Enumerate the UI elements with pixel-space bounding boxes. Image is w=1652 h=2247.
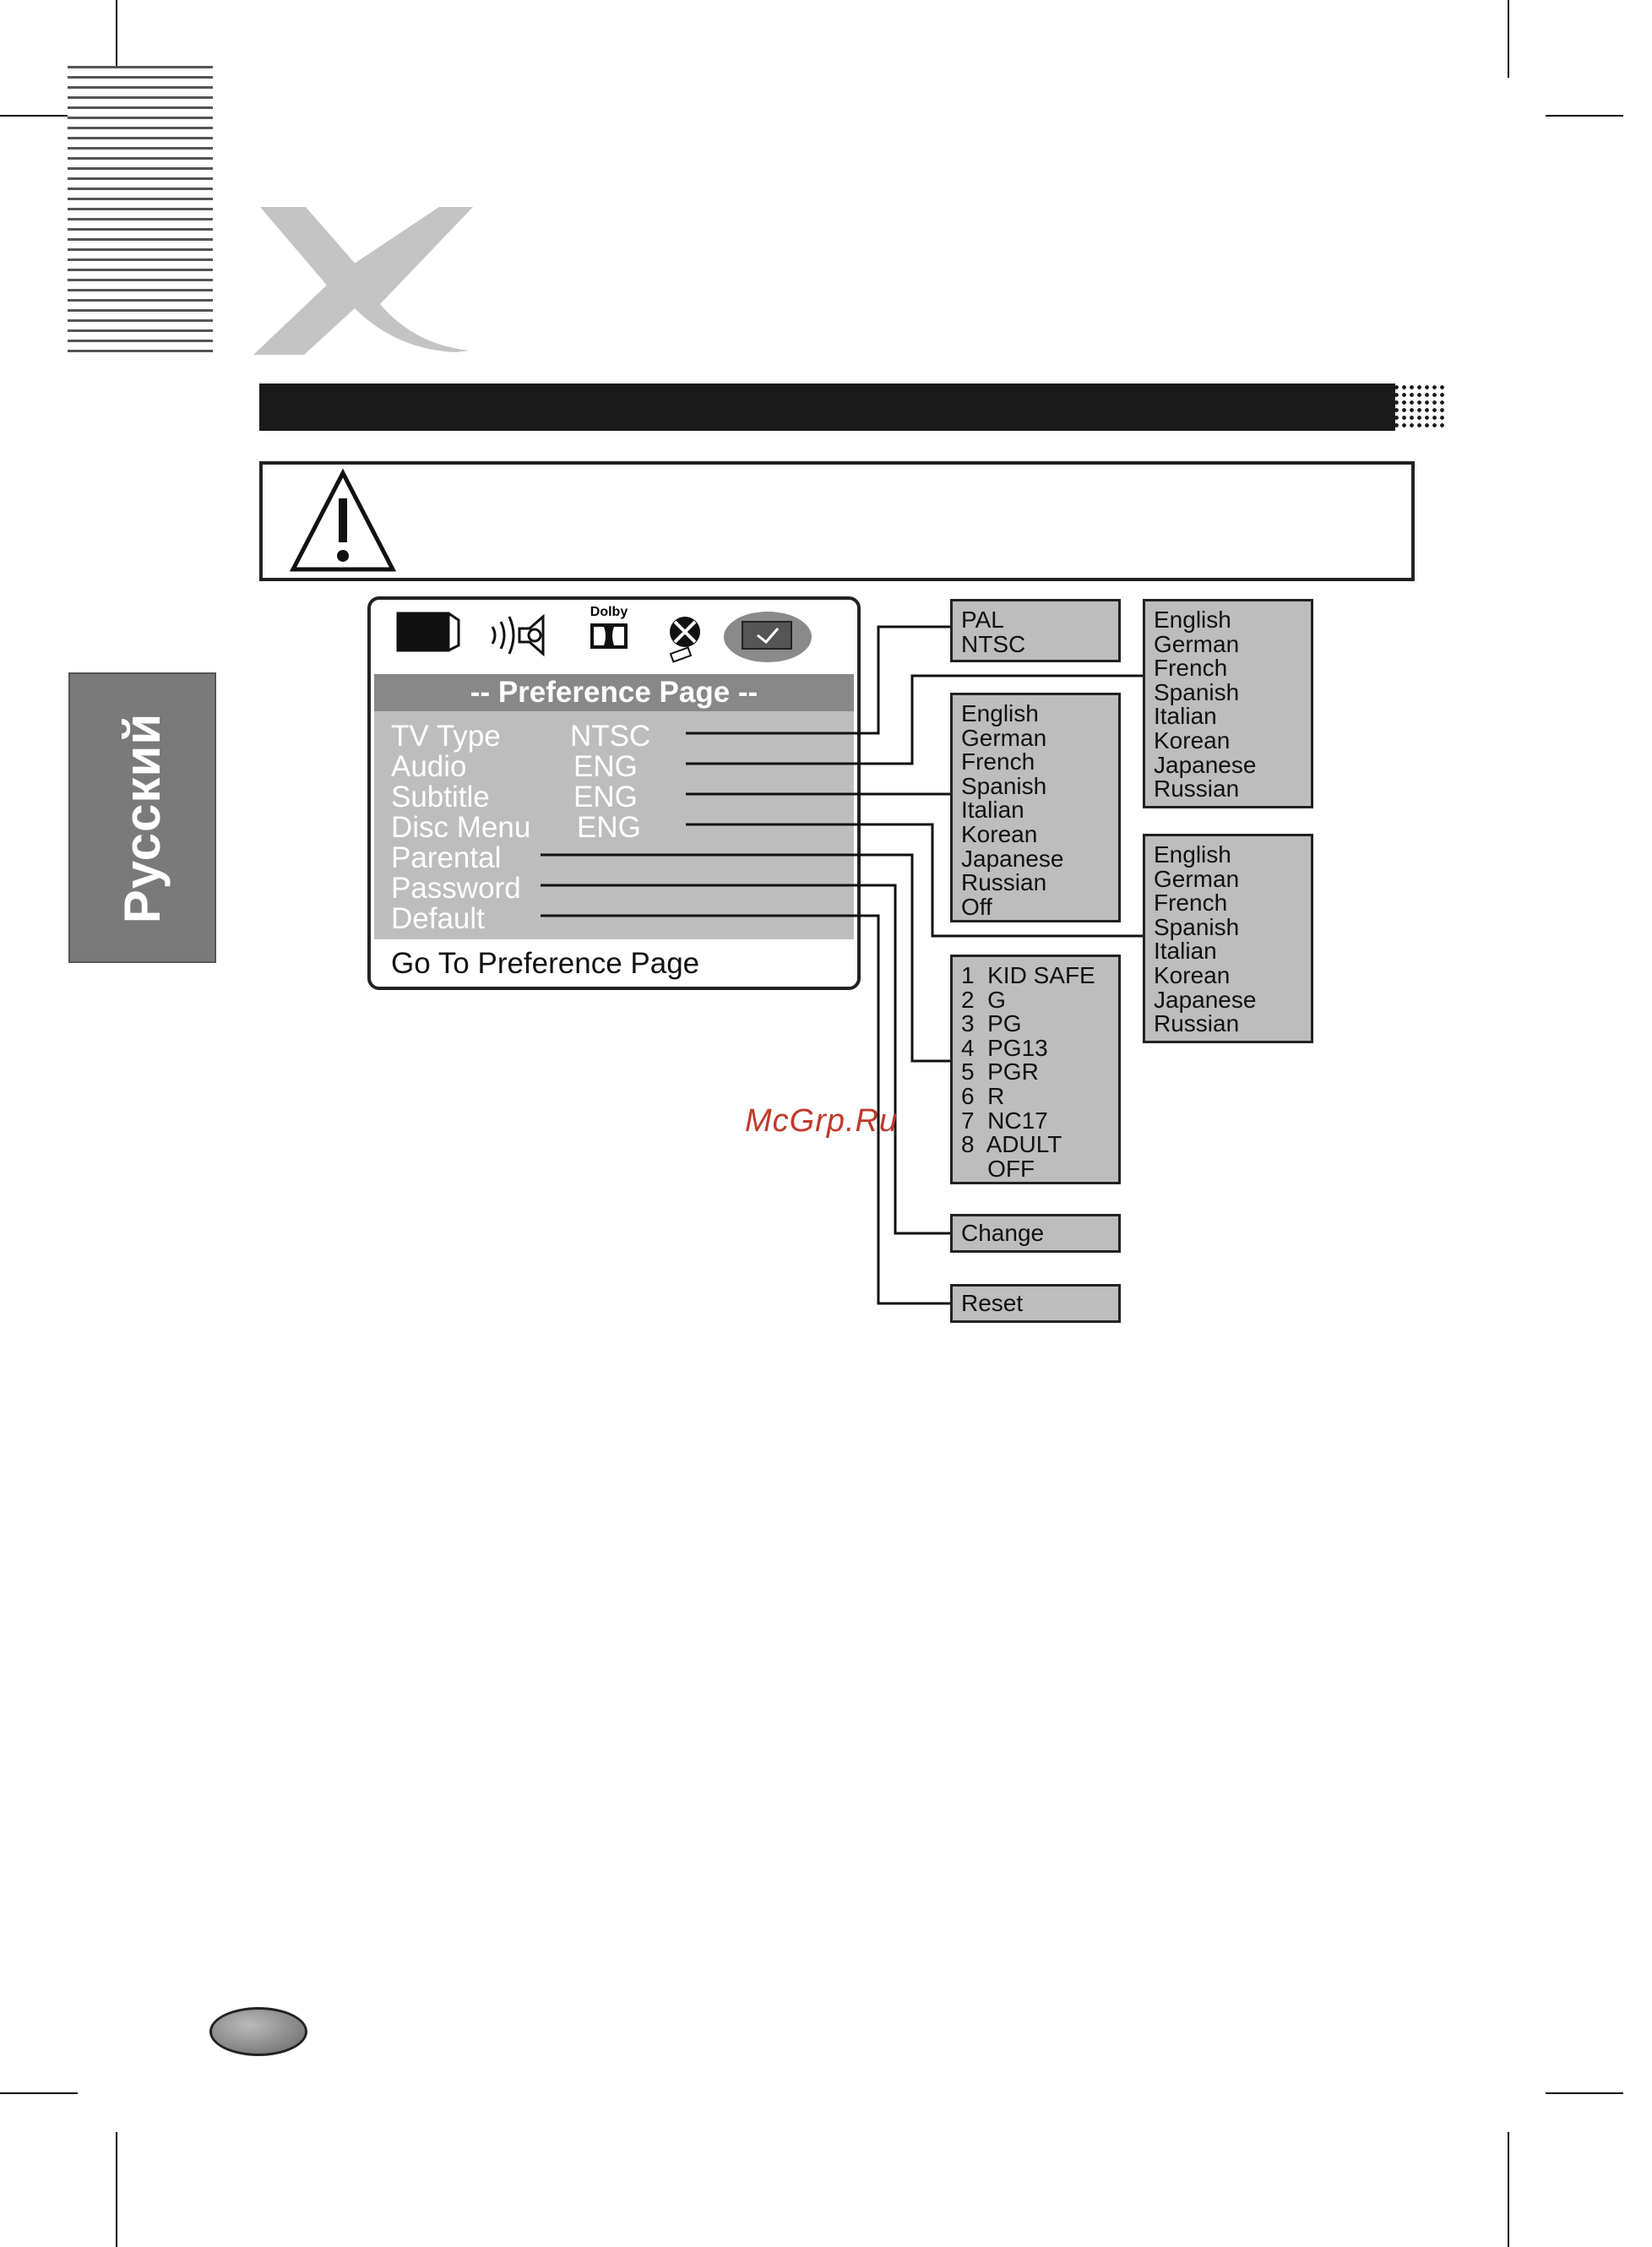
option-ntsc[interactable]: NTSC [961,630,1026,657]
option-french[interactable]: French [961,748,1035,775]
audio-language-options [1143,599,1313,808]
option-off[interactable]: Off [961,893,992,920]
parental-rating-options [950,955,1121,1184]
option-korean[interactable]: Korean [1154,961,1231,988]
option-italian[interactable]: Italian [1154,703,1217,730]
menu-value-subtitle: ENG [573,781,638,813]
menu-value-tv-type: NTSC [570,720,651,753]
option-russian[interactable]: Russian [1154,775,1240,802]
menu-value-disc-menu: ENG [577,811,641,844]
option-english[interactable]: English [1154,841,1231,868]
menu-item-subtitle[interactable]: Subtitle [391,781,490,813]
disc-menu-language-options [1143,834,1313,1043]
password-options [950,1214,1121,1253]
menu-item-tv-type[interactable]: TV Type [391,720,501,753]
option-japanese[interactable]: Japanese [1154,751,1257,778]
option-russian[interactable]: Russian [1154,1010,1240,1037]
rating-off[interactable]: OFF [961,1155,1035,1182]
option-german[interactable]: German [1154,630,1240,657]
rating-g[interactable]: 2 G [961,986,1006,1013]
menu-item-audio[interactable]: Audio [391,750,467,783]
subtitle-language-options [950,693,1121,922]
option-spanish[interactable]: Spanish [1154,678,1240,705]
menu-value-audio: ENG [573,750,638,783]
menu-item-disc-menu[interactable]: Disc Menu [391,811,531,844]
osd-header-title: -- Preference Page -- [374,674,854,711]
option-korean[interactable]: Korean [961,820,1038,847]
option-spanish[interactable]: Spanish [961,772,1047,799]
page-number-badge [209,2007,307,2056]
option-russian[interactable]: Russian [961,869,1047,896]
rating-pg[interactable]: 3 PG [961,1010,1022,1037]
osd-footer-hint: Go To Preference Page [391,947,700,980]
option-english[interactable]: English [1154,607,1231,633]
option-japanese[interactable]: Japanese [1154,986,1257,1013]
default-options [950,1284,1121,1323]
option-japanese[interactable]: Japanese [961,845,1064,872]
rating-r[interactable]: 6 R [961,1082,1005,1109]
option-english[interactable]: English [961,700,1039,726]
option-reset[interactable]: Reset [961,1290,1024,1316]
rating-pgr[interactable]: 5 PGR [961,1058,1039,1085]
watermark-text: McGrp.Ru [745,1103,899,1139]
option-italian[interactable]: Italian [1154,938,1217,965]
option-german[interactable]: German [1154,865,1240,892]
rating-kid-safe[interactable]: 1 KID SAFE [961,962,1095,988]
dolby-label: Dolby [590,605,628,619]
option-french[interactable]: French [1154,890,1228,917]
option-italian[interactable]: Italian [961,797,1024,824]
option-korean[interactable]: Korean [1154,726,1231,754]
menu-item-default[interactable]: Default [391,902,485,935]
menu-item-password[interactable]: Password [391,872,521,905]
option-french[interactable]: French [1154,655,1228,682]
option-german[interactable]: German [961,724,1047,751]
rating-nc17[interactable]: 7 NC17 [961,1107,1048,1134]
option-spanish[interactable]: Spanish [1154,913,1240,940]
option-change[interactable]: Change [961,1220,1045,1246]
rating-pg13[interactable]: 4 PG13 [961,1034,1048,1061]
side-tab-label: Русский [114,712,171,923]
option-pal[interactable]: PAL [961,607,1004,633]
menu-item-parental[interactable]: Parental [391,841,502,874]
tv-type-options [950,599,1121,662]
rating-adult[interactable]: 8 ADULT [961,1131,1062,1158]
